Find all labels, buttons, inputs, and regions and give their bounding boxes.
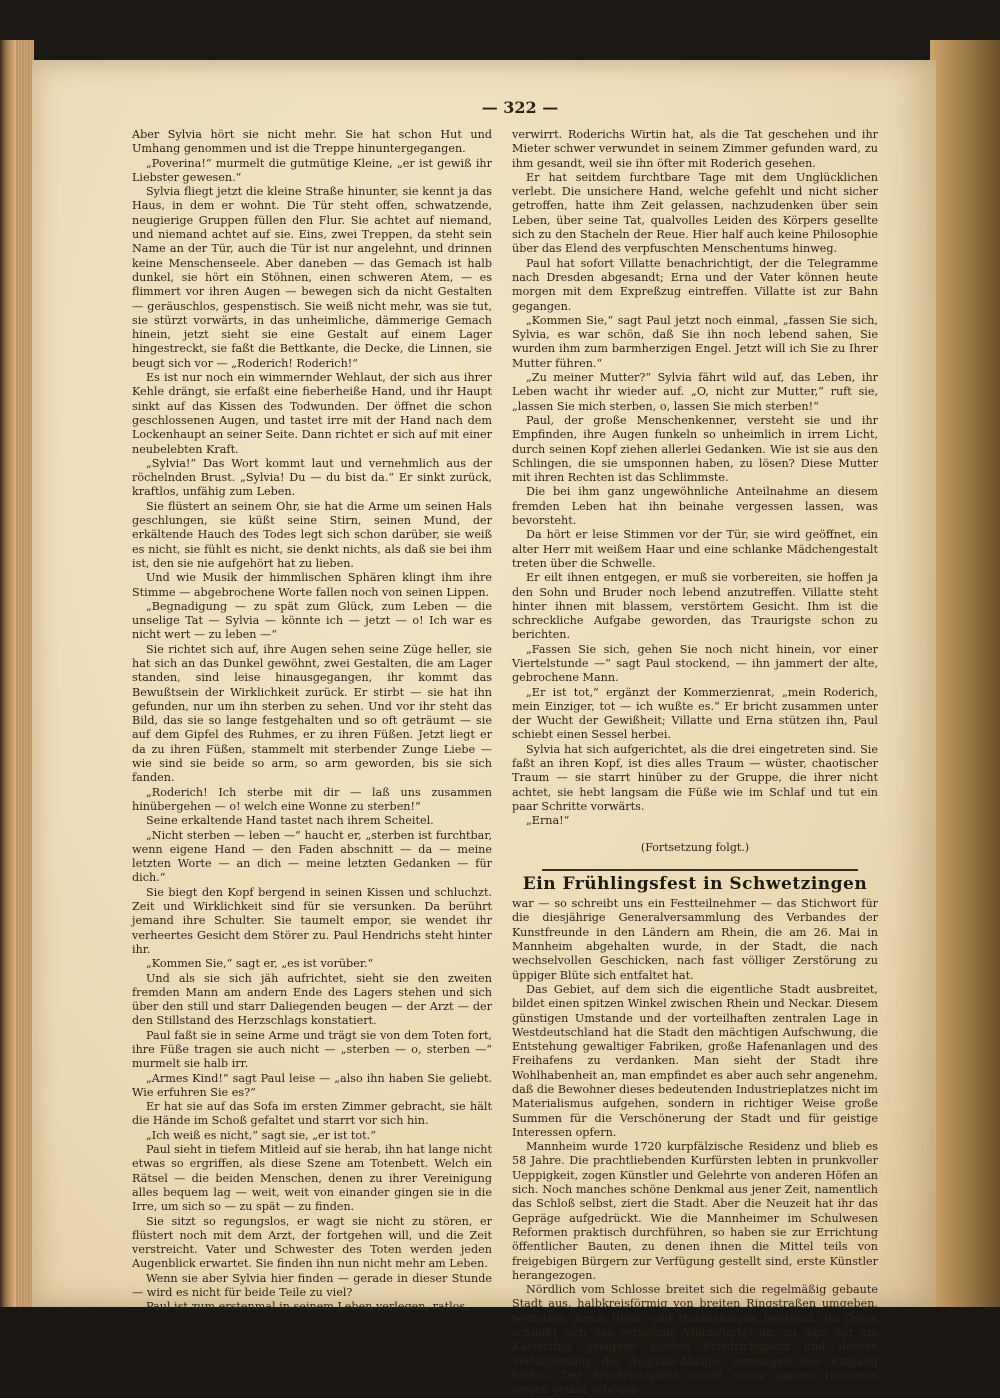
right-column (512, 128, 878, 1397)
paragraph: „Armes Kind!“ sagt Paul leise — „also ihn haben Sie geliebt. Wie erfuhren Sie es?“ (132, 1071, 492, 1099)
paragraph: Sylvia hat sich aufgerichtet, als die drei eingetreten sind. Sie faßt an ihren Kopf, ist dies alles Traum — wüster, chaotischer Traum — sie starrt hinüber zu der Gruppe, die ihrer nicht achtet, sie hebt langsam die Füße wie im Schlaf und tut ein paar Schritte vorwärts. (512, 742, 878, 813)
facing-page-edge (930, 40, 1000, 1307)
article-paragraph: Mannheim wurde 1720 kurpfälzische Residenz und blieb es 58 Jahre. Die prachtliebenden Kurfürsten lebten in prunkvoller Ueppigkeit, zogen Künstler und Gelehrte von anderen Höfen an sich. Noch manches schöne Denkmal aus jener Zeit, namentlich das Schloß selbst, ziert die Stadt. Aber die Neuzeit hat ihr das Gepräge aufgedrückt. Wie die Mannheimer im Schulwesen Reformen praktisch durchführen, so haben sie zur Errichtung öffentlicher Bauten, zu denen ihnen die Mittel teils von freigebigen Bürgern zur Verfügung gestellt sind, erste Künstler herangezogen. (512, 1140, 878, 1282)
paragraph: Paul sieht in tiefem Mitleid auf sie herab, ihn hat lange nicht etwas so ergriffen, als diese Szene am Totenbett. Welch ein Rätsel — die beiden Menschen, denen zu ihrer Vereinigung alles bequem lag — weit, weit von einander gingen sie in die Irre, um sich so — zu spät — zu finden. (132, 1143, 492, 1214)
paragraph: Sie biegt den Kopf bergend in seinen Kissen und schluchzt. Zeit und Wirklichkeit sind für sie versunken. Da berührt jemand ihre Schulter. Sie taumelt empor, sie wendet ihr verheertes Gesicht dem Störer zu. Paul Hendrichs steht hinter ihr. (132, 885, 492, 956)
section-divider (542, 869, 858, 871)
paragraph: Seine erkaltende Hand tastet nach ihrem Scheitel. (146, 814, 434, 828)
article-text (512, 897, 878, 1397)
article-paragraph: war — so schreibt uns ein Festteilnehmer — das Stichwort für die diesjährige Generalversammlung des Verbandes der Kunstfreunde in den Ländern am Rhein, die am 26. Mai in Mannheim abgehalten wurde, in der Stadt, die nach wechselvollen Geschicken, nach fast völliger Zerstörung zu üppiger Blüte sich entfaltet hat. (512, 897, 878, 982)
article-paragraph: Nördlich vom Schlosse breitet sich die regelmäßig gebaute Stadt aus, halbkreisförmig von breiten Ringstraßen umgeben, weiterhin durch Rhein und Hafenanlagen begrenzt. Im Osten schließt sich das vornehme Villenviertel an, zu dem der am Kaiserring gelegene schöne Friedrichsplatz und dessen Verlängerung, die Augusta-Anlage, sozusagen den Eingang bilden. Der Friedrichsplatz weckt unser ganzes Interesse wegen seiner schönen (512, 1283, 878, 1397)
article-paragraph: Das Gebiet, auf dem sich die eigentliche Stadt ausbreitet, bildet einen spitzen Winkel zwischen Rhein und Neckar. Diesem günstigen Umstande und der vorteilhaften zentralen Lage in Westdeutschland hat die Stadt den mächtigen Aufschwung, die Entstehung gewaltiger Fabriken, große Hafenanlagen und des Freihafens zu verdanken. Man sieht der Stadt ihre Wohlhabenheit an, man empfindet es aber auch sehr angenehm, daß die Bewohner dieses bedeutenden Industrieplatzes nicht im Materialismus aufgehen, sondern in richtiger Weise große Summen für die Verschönerung der Stadt und für geistige Interessen opfern. (512, 982, 878, 1139)
paragraph: Sie sitzt so regungslos, er wagt sie nicht zu stören, er flüstert noch mit dem Arzt, der fortgehen will, und die Zeit verstreicht. Vater und Schwester des Toten werden jeden Augenblick erwartet. Sie finden ihn nun nicht mehr am Leben. (132, 1214, 492, 1271)
paragraph: „Er ist tot,“ ergänzt der Kommerzienrat, „mein Roderich, mein Einziger, tot — ich wußte es.“ Er bricht zusammen unter der Wucht der Gewißheit; Villatte und Erna stützen ihn, Paul schiebt einen Sessel herbei. (512, 685, 878, 742)
paragraph: Sie flüstert an seinem Ohr, sie hat die Arme um seinen Hals geschlungen, sie küßt seine Stirn, seinen Mund, der erkältende Hauch des Todes legt sich schon darüber, sie weiß es nicht, sie fühlt es nicht, sie denkt nichts, als daß sie bei ihm ist, den sie nie aufgehört hat zu lieben. (132, 499, 492, 570)
paragraph: Paul hat sofort Villatte benachrichtigt, der die Telegramme nach Dresden abgesandt; Erna und der Vater können heute morgen mit dem Expreßzug eintreffen. Villatte ist zur Bahn gegangen. (512, 256, 878, 313)
paragraph: „Nicht sterben — leben —“ haucht er, „sterben ist furchtbar, wenn eigene Hand — den Faden abschnitt — da — meine letzten Worte — an dich — meine letzten Gedanken — für dich.“ (132, 828, 492, 885)
paragraph: Und wie Musik der himmlischen Sphären klingt ihm ihre Stimme — abgebrochene Worte fallen noch von seinen Lippen. (132, 571, 492, 599)
paragraph: Es ist nur noch ein wimmernder Wehlaut, der sich aus ihrer Kehle drängt, sie erfaßt eine fieberheiße Hand, und ihr Haupt sinkt auf das Kissen des Todwunden. Der öffnet die schon geschlossenen Augen, und tastet irre mit der Hand nach dem Lockenhaupt an seiner Seite. Dann richtet er sich auf mit einer neubelebten Kraft. (132, 371, 492, 456)
paragraph: verwirrt. Roderichs Wirtin hat, als die Tat geschehen und ihr Mieter schwer verwundet in seinem Zimmer gefunden ward, zu ihm gesandt, weil sie ihn öfter mit Roderich gesehen. (512, 128, 878, 170)
paragraph: „Ich weiß es nicht,“ sagt sie, „er ist tot.“ (146, 1128, 376, 1142)
paragraph: Und als sie sich jäh aufrichtet, sieht sie den zweiten fremden Mann am andern Ende des Lagers stehen und sich über den still und starr Daliegenden beugen — der Arzt — der den Stillstand des Herzschlags konstatiert. (132, 971, 492, 1028)
paragraph: Paul ist zum erstenmal in seinem Leben verlegen, ratlos, (146, 1300, 469, 1314)
paragraph: „Fassen Sie sich, gehen Sie noch nicht hinein, vor einer Viertelstunde —“ sagt Paul stockend, — ihn jammert der alte, gebrochene Mann. (512, 642, 878, 685)
paragraph: Er eilt ihnen entgegen, er muß sie vorbereiten, sie hoffen ja den Sohn und Bruder noch lebend anzutreffen. Villatte steht hinter ihnen mit blassem, verstörtem Gesicht. Ihm ist die schreckliche Aufgabe geworden, das Traurigste schon zu berichten. (512, 571, 878, 642)
page-number: — 322 — (481, 98, 559, 117)
left-column (132, 128, 492, 1314)
paragraph: „Begnadigung — zu spät zum Glück, zum Leben — die unselige Tat — Sylvia — könnte ich — jetzt — o! Ich war es nicht wert — zu leben —“ (132, 599, 492, 642)
paragraph: Sylvia fliegt jetzt die kleine Straße hinunter, sie kennt ja das Haus, in dem er wohnt. Die Tür steht offen, schwatzende, neugierige Gruppen füllen den Flur. Sie achtet auf niemand, und niemand achtet auf sie. Eins, zwei Treppen, da steht sein Name an der Tür, auch die Tür ist nur angelehnt, und drinnen keine Menschenseele. Aber daneben — das Gemach ist halb dunkel, sie hört ein Stöhnen, einen schweren Atem, — es flimmert vor ihren Augen — bewegen sich da nicht Gestalten — geräuschlos, gespenstisch. Sie weiß nicht mehr, was sie tut, sie stürzt vorwärts, in das unheimliche, dämmerige Gemach hinein, jetzt sieht sie eine Gestalt auf einem Lager hingestreckt, sie faßt die Bettkante, die Decke, die Linnen, sie beugt sich vor — „Roderich! Roderich!“ (132, 185, 492, 370)
paragraph: „Roderich! Ich sterbe mit dir — laß uns zusammen hinübergehen — o! welch eine Wonne zu sterben!“ (132, 785, 492, 813)
book-spine (14, 40, 34, 1307)
paragraph: „Kommen Sie,“ sagt er, „es ist vorüber.“ (146, 957, 374, 971)
paragraph: Die bei ihm ganz ungewöhnliche Anteilnahme an diesem fremden Leben hat ihn beinahe vergessen lassen, was bevorsteht. (512, 485, 878, 528)
paragraph: Paul, der große Menschenkenner, versteht sie und ihr Empfinden, ihre Augen funkeln so unheimlich in irrem Licht, durch seinen Kopf ziehen allerlei Gedanken. Wie ist sie aus den Schlingen, die sie umsponnen haben, zu lösen? Diese Mutter mit ihren Rechten ist das Schlimmste. (512, 413, 878, 485)
paragraph: „Zu meiner Mutter?“ Sylvia fährt wild auf, das Leben, ihr Leben wacht ihr wieder auf. „O, nicht zur Mutter,“ ruft sie, „lassen Sie mich sterben, o, lassen Sie mich sterben!“ (512, 371, 878, 413)
paragraph: Er hat sie auf das Sofa im ersten Zimmer gebracht, sie hält die Hände im Schoß gefaltet und starrt vor sich hin. (132, 1100, 492, 1128)
paragraph: Sie richtet sich auf, ihre Augen sehen seine Züge heller, sie hat sich an das Dunkel gewöhnt, zwei Gestalten, die am Lager standen, sind leise hinausgegangen, ihr kommt das Bewußtsein der Wirklichkeit zurück. Er stirbt — sie hat ihn gefunden, nur um ihn sterben zu sehen. Und vor ihr steht das Bild, das sie so lange festgehalten und so oft geträumt — sie auf dem Gipfel des Ruhmes, er zu ihren Füßen. Jetzt liegt er da zu ihren Füßen, stammelt mit sterbender Zunge Liebe — wie sind sie beide so arm, so arm geworden, bis sie sich fanden. (132, 642, 492, 785)
paragraph: Paul faßt sie in seine Arme und trägt sie von dem Toten fort, ihre Füße tragen sie auch nicht — „sterben — o, sterben —“ murmelt sie halb irr. (132, 1028, 492, 1071)
paragraph: Wenn sie aber Sylvia hier finden — gerade in dieser Stunde — wird es nicht für beide Teile zu viel? (132, 1271, 492, 1300)
paragraph: „Sylvia!“ Das Wort kommt laut und vernehmlich aus der röchelnden Brust. „Sylvia! Du — du bist da.“ Er sinkt zurück, kraftlos, unfähig zum Leben. (132, 456, 492, 499)
paragraph: „Kommen Sie,“ sagt Paul jetzt noch einmal, „fassen Sie sich, Sylvia, es war schön, daß Sie ihn noch lebend sahen, Sie wurden ihm zum barmherzigen Engel. Jetzt will ich Sie zu Ihrer Mutter führen.“ (512, 313, 878, 370)
continuation-note: (Fortsetzung folgt.) (640, 840, 750, 854)
paragraph: Da hört er leise Stimmen vor der Tür, sie wird geöffnet, ein alter Herr mit weißem Haar und eine schlanke Mädchengestalt treten über die Schwelle. (512, 528, 878, 570)
paragraph: „Poverina!“ murmelt die gutmütige Kleine, „er ist gewiß ihr Liebster gewesen.“ (132, 156, 492, 184)
paragraph: Er hat seitdem furchtbare Tage mit dem Unglücklichen verlebt. Die unsichere Hand, welche gefehlt und nicht sicher getroffen, hatte ihm Zeit gelassen, nachzudenken über sein Leben, über seine Tat, qualvolles Leiden des Körpers gesellte sich zu den Stacheln der Reue. Hier half auch keine Philosophie über das Elend des verpfuschten Menschentums hinweg. (512, 170, 878, 256)
story-continuation-text (512, 128, 878, 829)
paragraph: „Erna!“ (526, 814, 570, 828)
article-title: Ein Frühlingsfest in Schwetzingen (522, 873, 868, 894)
paragraph: Aber Sylvia hört sie nicht mehr. Sie hat schon Hut und Umhang genommen und ist die Treppe hinuntergegangen. (132, 128, 492, 156)
